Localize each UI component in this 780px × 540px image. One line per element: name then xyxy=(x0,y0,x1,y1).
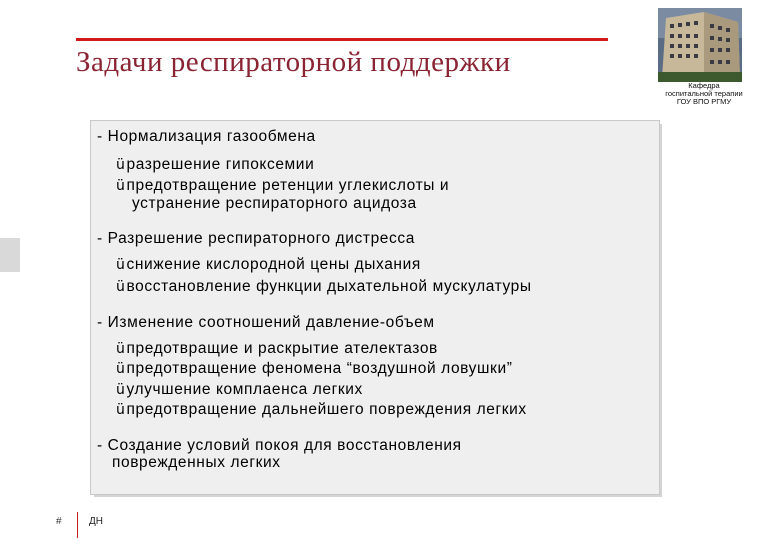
list-item: üпредотвращение феномена “воздушной ловушки” xyxy=(116,360,513,377)
list-item: üпредотвращение дальнейшего повреждения легких xyxy=(116,401,527,418)
check-icon: ü xyxy=(116,157,126,173)
heading-pressure-volume: - Изменение соотношений давление-объем xyxy=(97,314,435,331)
list-item: üснижение кислородной цены дыхания xyxy=(116,256,421,273)
slide-title: Задачи респираторной поддержки xyxy=(76,46,511,78)
check-icon: ü xyxy=(116,382,126,398)
check-icon: ü xyxy=(116,178,126,194)
check-icon: ü xyxy=(116,279,126,295)
list-item: üпредотвращение ретенции углекислоты и xyxy=(116,177,450,194)
check-icon: ü xyxy=(116,257,126,273)
list-item: üразрешение гипоксемии xyxy=(116,156,315,173)
check-icon: ü xyxy=(116,361,126,377)
heading-distress: - Разрешение респираторного дистресса xyxy=(97,230,415,247)
list-item: üпредотвращие и раскрытие ателектазов xyxy=(116,340,438,357)
heading-rest-continuation: поврежденных легких xyxy=(112,454,281,471)
footer-author: ДН xyxy=(89,516,103,527)
check-icon: ü xyxy=(116,402,126,418)
list-item: üулучшение комплаенса легких xyxy=(116,381,363,398)
check-icon: ü xyxy=(116,341,126,357)
slide-number: # xyxy=(56,516,62,527)
side-marker xyxy=(0,238,20,272)
footer-divider xyxy=(77,512,78,538)
building-photo xyxy=(658,8,742,82)
department-caption: Кафедра госпитальной терапии ГОУ ВПО РГМУ xyxy=(665,81,743,106)
list-item: üвосстановление функции дыхательной мускулатуры xyxy=(116,278,532,295)
title-rule xyxy=(76,38,608,41)
list-item-continuation: устранение респираторного ацидоза xyxy=(132,195,417,212)
heading-gas-exchange: - Нормализация газообмена xyxy=(97,128,316,145)
heading-rest: - Создание условий покоя для восстановления xyxy=(97,437,462,454)
